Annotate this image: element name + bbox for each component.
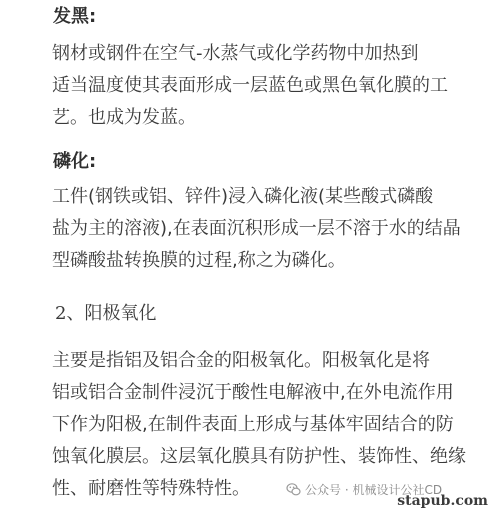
- heading-blacking: 发黑:: [53, 6, 97, 27]
- text-line: 性、耐磨性等特殊特性。: [52, 478, 250, 499]
- text-line: 盐为主的溶液),在表面沉积形成一层不溶于水的结晶: [52, 218, 461, 239]
- watermark-text: 公众号 · 机械设计公社CD: [305, 483, 443, 497]
- text-line: 蚀氧化膜层。这层氧化膜具有防护性、装饰性、绝缘: [52, 446, 466, 467]
- text-line: 钢材或钢件在空气-水蒸气或化学药物中加热到: [52, 43, 419, 64]
- text-line: 适当温度使其表面形成一层蓝色或黑色氧化膜的工: [52, 75, 448, 96]
- heading-phosphating: 磷化:: [53, 151, 97, 172]
- site-watermark: stapub.com: [397, 493, 488, 509]
- paragraph-phosphating: [52, 181, 475, 277]
- section-title-anodizing: 2、阳极氧化: [55, 303, 157, 324]
- wechat-icon: [286, 482, 301, 497]
- text-line: 主要是指铝及铝合金的阳极氧化。阳极氧化是将: [52, 350, 430, 371]
- text-line: 型磷酸盐转换膜的过程,称之为磷化。: [52, 250, 346, 271]
- paragraph-blacking: [52, 38, 475, 134]
- text-line: 工件(钢铁或铝、锌件)浸入磷化液(某些酸式磷酸: [52, 186, 434, 207]
- text-line: 艺。也成为发蓝。: [52, 107, 196, 128]
- text-line: 下作为阳极,在制件表面上形成与基体牢固结合的防: [52, 414, 454, 435]
- text-line: 铝或铝合金制件浸沉于酸性电解液中,在外电流作用: [52, 382, 454, 403]
